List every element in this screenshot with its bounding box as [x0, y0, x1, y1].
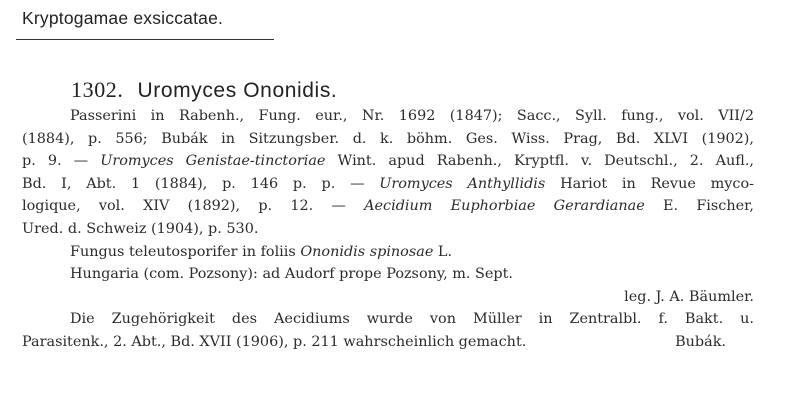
entry-body	[22, 105, 754, 354]
text-run: p. 9. —	[22, 153, 101, 170]
synonymy-line: Passerini in Rabenh., Fung. eur., Nr. 1692 (1847); Sacc., Syll. fung., vol. VII/2	[70, 108, 754, 124]
taxon-name: Uromyces Genistae-tinctoriae	[100, 153, 326, 170]
host-name: Ononidis spinosae	[300, 243, 434, 260]
text-run: Parasitenk., 2. Abt., Bd. XVII (1906), p. 211 wahrscheinlich gemacht.	[22, 333, 527, 350]
synonymy-line	[22, 173, 754, 196]
text-run: Hariot in Revue myco-	[545, 175, 754, 192]
host-line	[22, 241, 754, 264]
taxon-name: Aecidium Euphorbiae Gerardianae	[364, 198, 645, 215]
species-title	[71, 77, 337, 103]
synonymy-line: (1884), p. 556; Bubák in Sitzungsber. d. k. böhm. Ges. Wiss. Prag, Bd. XLVI (1902),	[22, 130, 754, 147]
note-line: Die Zugehörigkeit des Aecidiums wurde von Müller in Zentralbl. f. Bakt. u.	[70, 311, 754, 328]
synonymy-line: Ured. d. Schweiz (1904), p. 530.	[22, 220, 259, 237]
text-run: E. Fischer,	[644, 198, 754, 215]
synonymy-line	[22, 150, 754, 173]
text-run: logique, vol. XIV (1892), p. 12. —	[22, 198, 365, 215]
locality-line: Hungaria (com. Pozsony): ad Audorf prope Pozsony, m. Sept.	[70, 266, 513, 283]
text-run: L.	[433, 243, 453, 260]
text-run: Wint. apud Rabenh., Kryptfl. v. Deutschl., 2. Aufl.,	[325, 153, 754, 170]
species-name: Uromyces Ononidis.	[137, 79, 338, 102]
collector-line: leg. J. A. Bäumler.	[624, 288, 754, 305]
taxon-name: Uromyces Anthyllidis	[379, 175, 546, 192]
synonymy-line	[22, 195, 754, 218]
exsiccata-number: 1302.	[71, 77, 124, 102]
text-run: Fungus teleutosporifer in foliis	[70, 243, 301, 260]
section-header: Kryptogamae exsiccatae.	[22, 8, 224, 28]
author-signature: Bubák.	[675, 333, 726, 350]
note-line	[22, 331, 754, 354]
header-underline	[16, 39, 274, 40]
text-run: Bd. I, Abt. 1 (1884), p. 146 p. p. —	[22, 175, 380, 192]
